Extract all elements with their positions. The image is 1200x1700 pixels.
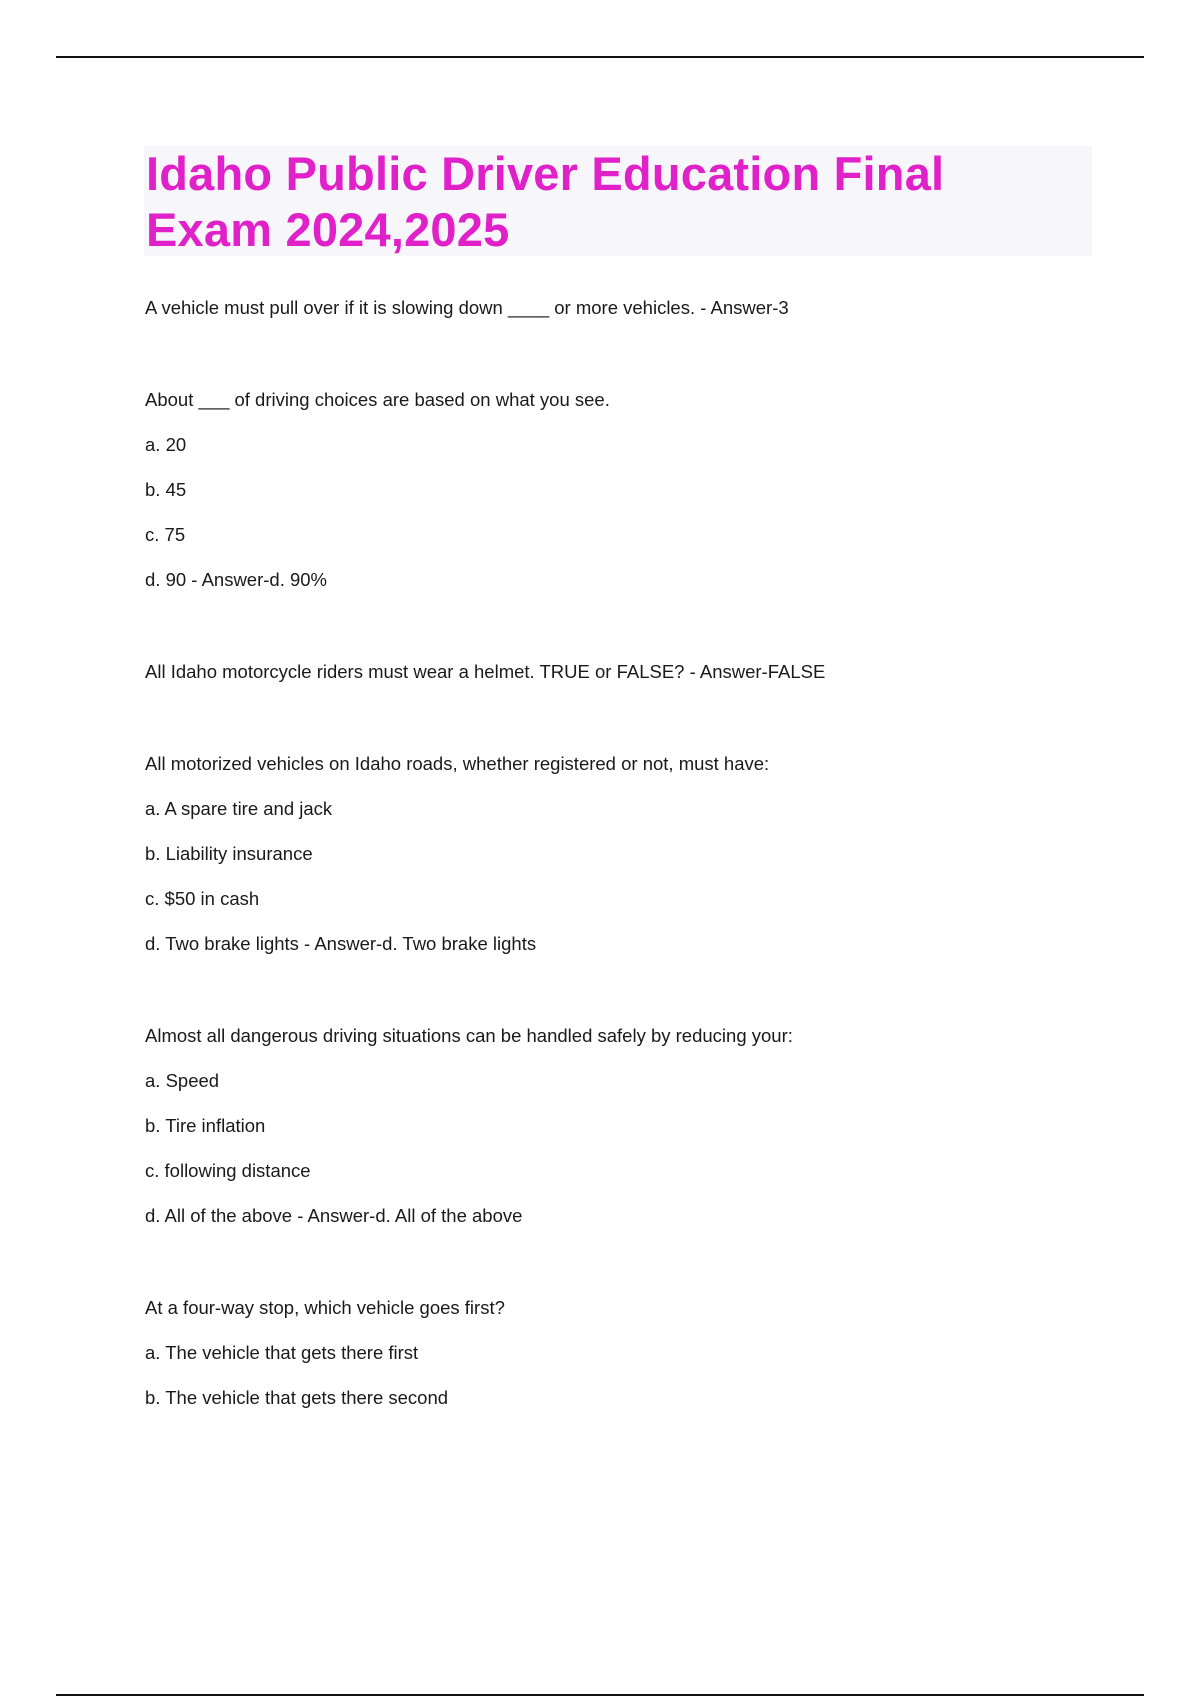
question-4 bbox=[145, 752, 1105, 956]
title-block bbox=[144, 146, 1092, 256]
answer-option: b. Liability insurance bbox=[145, 843, 313, 864]
answer-option: b. 45 bbox=[145, 479, 187, 500]
question-list bbox=[145, 296, 1105, 1478]
question-text: About ___ of driving choices are based on what you see. bbox=[145, 389, 610, 410]
question-text: Almost all dangerous driving situations can be handled safely by reducing your: bbox=[145, 1025, 793, 1046]
question-1 bbox=[145, 296, 1105, 320]
header-rule bbox=[56, 56, 1144, 58]
title-line-2: Exam 2024,2025 bbox=[146, 203, 510, 256]
question-5 bbox=[145, 1024, 1105, 1228]
footer-rule bbox=[56, 1694, 1144, 1696]
answer-option: a. Speed bbox=[145, 1070, 220, 1091]
answer-option: d. All of the above - Answer-d. All of the above bbox=[145, 1205, 523, 1226]
answer-option: a. A spare tire and jack bbox=[145, 798, 333, 819]
question-text: A vehicle must pull over if it is slowing down ____ or more vehicles. - Answer-3 bbox=[145, 297, 789, 318]
question-6 bbox=[145, 1296, 1105, 1410]
answer-option: b. Tire inflation bbox=[145, 1115, 266, 1136]
question-text: At a four-way stop, which vehicle goes first? bbox=[145, 1297, 505, 1318]
answer-option: b. The vehicle that gets there second bbox=[145, 1387, 449, 1408]
document-title bbox=[146, 146, 1092, 258]
answer-option: a. The vehicle that gets there first bbox=[145, 1342, 419, 1363]
question-3 bbox=[145, 660, 1105, 684]
answer-option: d. 90 - Answer-d. 90% bbox=[145, 569, 328, 590]
question-text: All Idaho motorcycle riders must wear a helmet. TRUE or FALSE? - Answer-FALSE bbox=[145, 661, 826, 682]
answer-option: c. $50 in cash bbox=[145, 888, 260, 909]
question-text: All motorized vehicles on Idaho roads, whether registered or not, must have: bbox=[145, 753, 770, 774]
answer-option: d. Two brake lights - Answer-d. Two brake lights bbox=[145, 933, 537, 954]
answer-option: c. 75 bbox=[145, 524, 186, 545]
answer-option: c. following distance bbox=[145, 1160, 311, 1181]
question-2 bbox=[145, 388, 1105, 592]
answer-option: a. 20 bbox=[145, 434, 187, 455]
title-line-1: Idaho Public Driver Education Final bbox=[146, 147, 945, 200]
